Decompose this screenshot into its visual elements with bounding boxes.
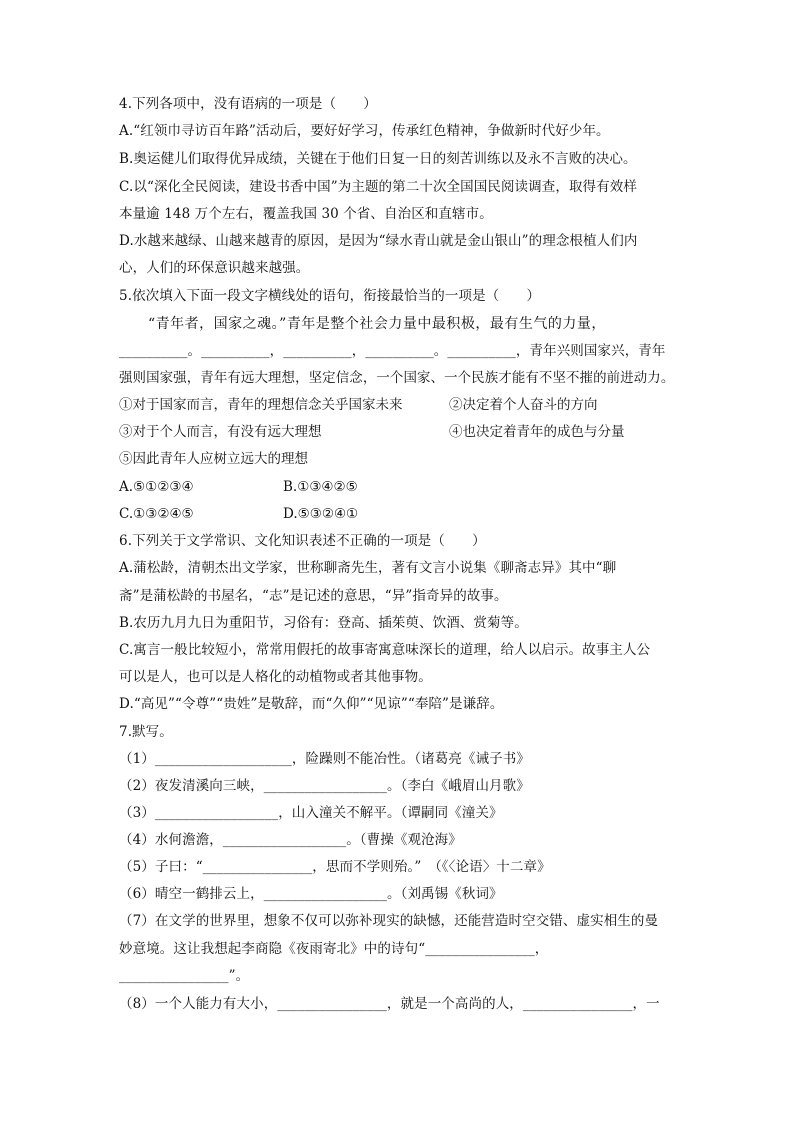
q5-passage-line2: __________。__________，__________，__________。__________，青年兴则国家兴，青年 [119,343,666,359]
q5-sentence-5: ⑤因此青年人应树立远大的理想 [119,451,308,467]
q6-option-c-line1: C.寓言一般比较短小，常常用假托的故事寄寓意味深长的道理，给人以启示。故事主人公 [119,642,651,658]
q6-option-d: D.“高见”“令尊”“贵姓”是敬辞，而“久仰”“见谅”“奉陪”是谦辞。 [119,696,504,712]
q6-stem: 6.下列关于文学常识、文化知识表述不正确的一项是（ ） [119,533,486,549]
q6-option-b: B.农历九月九日为重阳节，习俗有：登高、插茱萸、饮酒、赏菊等。 [119,615,528,631]
q7-item-7-line3: ________________”。 [119,968,250,984]
q7-item-2: （2）夜发清溪向三峡，__________________。（李白《峨眉山月歌》 [119,778,530,794]
q4-option-c-line2: 本量逾 148 万个左右，覆盖我国 30 个省、自治区和直辖市。 [119,206,493,222]
q4-option-a: A.“红领巾寻访百年路”活动后，要好好学习，传承红色精神，争做新时代好少年。 [119,123,610,139]
q4-option-d-line2: 心，人们的环保意识越来越强。 [119,260,310,276]
q6-option-a-line1: A.蒲松龄，清朝杰出文学家，世称聊斋先生，著有文言小说集《聊斋志异》其中“聊 [119,560,617,576]
q5-sentence-1: ①对于国家而言，青年的理想信念关乎国家未来 [119,397,403,413]
q5-option-c: C.①③②④⑤ [119,506,194,522]
q5-sentence-2: ②决定着个人奋斗的方向 [449,397,598,413]
q7-item-4: （4）水何澹澹，__________________。（曹操《观沧海》 [119,832,462,848]
q7-item-3: （3）__________________，山入潼关不解平。（谭嗣同《潼关》 [119,805,503,821]
q5-stem: 5.依次填入下面一段文字横线处的语句，衔接最恰当的一项是（ ） [119,288,541,304]
q4-option-b: B.奥运健儿们取得优异成绩，关键在于他们日复一日的刻苦训练以及永不言败的决心。 [119,151,637,167]
q4-option-c-line1: C.以“深化全民阅读，建设书香中国”为主题的第二十次全国国民阅读调查，取得有效样 [119,179,637,195]
q6-option-a-line2: 斋”是蒲松龄的书屋名，“志”是记述的意思，“异”指奇异的故事。 [119,588,508,604]
q5-sentence-3: ③对于个人而言，有没有远大理想 [119,424,322,440]
q5-option-a: A.⑤①②③④ [119,479,194,495]
q4-stem: 4.下列各项中，没有语病的一项是（ ） [119,96,377,112]
q4-option-d-line1: D.水越来越绿、山越来越青的原因，是因为“绿水青山就是金山银山”的理念根植人们内 [119,233,638,249]
q7-item-7-line2: 妙意境。这让我想起李商隐《夜雨寄北》中的诗句“________________， [119,941,549,957]
q5-option-b: B.①③④②⑤ [283,479,358,495]
q7-stem: 7.默写。 [119,724,173,740]
q7-item-6: （6）晴空一鹤排云上，__________________。（刘禹锡《秋词》 [119,886,503,902]
q7-item-5: （5）子曰：“________________，思而不学则殆。” （《〈论语〉十二章》 [119,859,551,875]
q5-option-d: D.⑤③②④① [283,506,359,522]
q6-option-c-line2: 可以是人，也可以是人格化的动植物或者其他事物。 [119,669,432,685]
q7-item-8: （8）一个人能力有大小，________________，就是一个高尚的人，________________，一 [119,996,660,1012]
q5-passage-line3: 强则国家强，青年有远大理想，坚定信念，一个国家、一个民族才能有不坚不摧的前进动力。 [119,370,675,386]
q5-sentence-4: ④也决定着青年的成色与分量 [449,424,625,440]
q7-item-1: （1）____________________，险躁则不能冶性。（诸葛亮《诫子书》 [119,751,530,767]
q7-item-7-line1: （7）在文学的世界里，想象不仅可以弥补现实的缺憾，还能营造时空交错、虚实相生的曼 [119,913,659,929]
q5-passage-line1: “青年者，国家之魂。”青年是整个社会力量中最积极，最有生气的力量， [119,316,606,332]
